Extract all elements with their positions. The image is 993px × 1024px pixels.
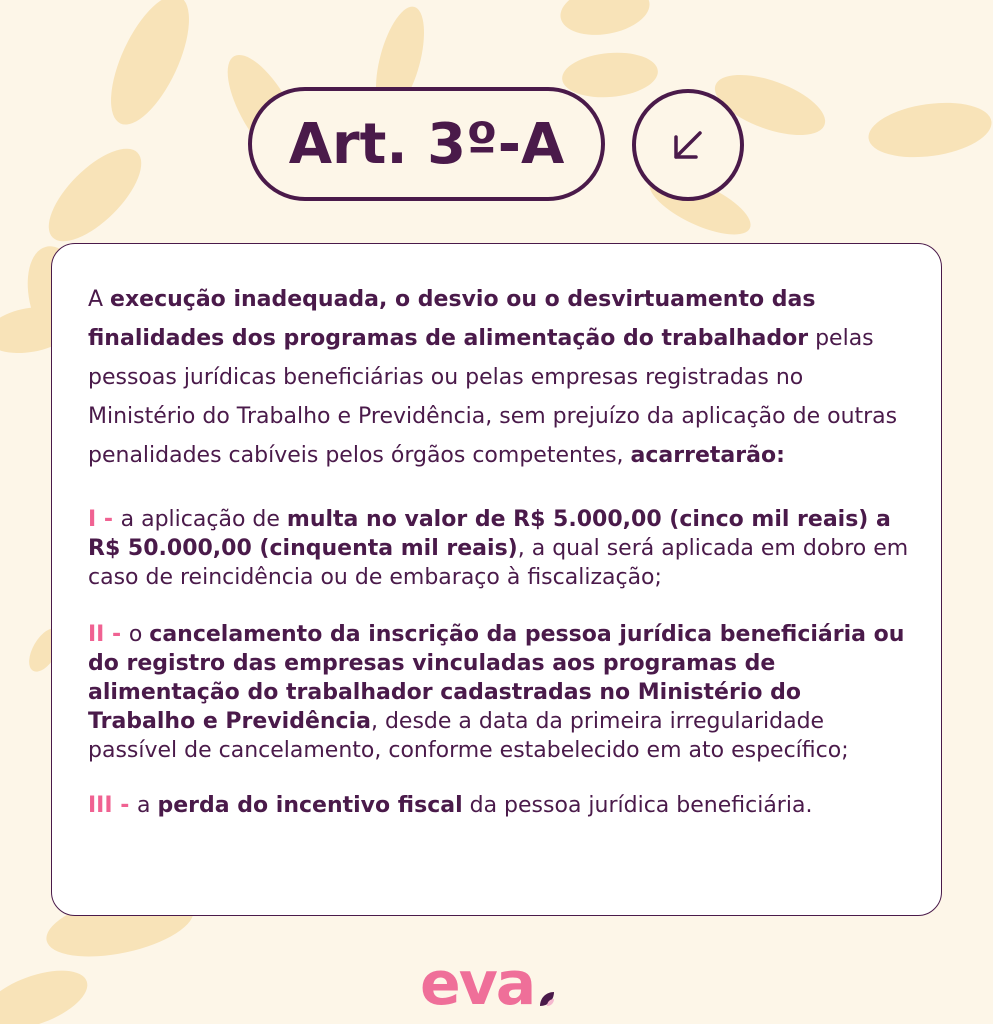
leaf-shape — [95, 0, 205, 135]
leaf-shape — [865, 96, 993, 165]
article-intro — [88, 280, 910, 475]
item-text: , a qual será aplicada em dobro em caso de reincidência ou de embaraço à fiscalização; — [88, 536, 909, 590]
item-text: a aplicação de — [120, 507, 287, 532]
logo-leaf-icon — [538, 990, 556, 1008]
item-text: da pessoa jurídica beneficiária. — [462, 793, 813, 818]
article-item-3 — [88, 791, 910, 820]
article-body — [88, 280, 910, 820]
intro-text-1: A — [88, 287, 111, 312]
eva-logo — [420, 944, 580, 1019]
article-card — [51, 243, 942, 916]
item-bold: perda do incentivo fiscal — [157, 793, 463, 818]
leaf-shape — [557, 0, 654, 41]
intro-text-2: pelas pessoas jurídicas beneficiárias ou pelas empresas registradas no Ministério do Trabalho e Previdência, sem prejuízo da aplicação de outras penalidades cabíveis pelos órgãos competentes, — [88, 326, 898, 468]
article-title: Art. 3º-A — [288, 111, 565, 177]
arrow-badge — [632, 89, 744, 201]
item-text: a — [137, 793, 158, 818]
article-title-badge — [248, 87, 605, 201]
item-numeral: II - — [88, 622, 129, 647]
item-text: , desde a data da primeira irregularidade passível de cancelamento, conforme estabelecido em ato específico; — [88, 709, 849, 763]
article-item-1 — [88, 505, 910, 592]
article-item-2 — [88, 620, 910, 765]
arrow-down-left-icon — [666, 123, 710, 167]
item-bold: multa no valor de R$ 5.000,00 (cinco mil reais) a R$ 50.000,00 (cinquenta mil reais) — [88, 507, 891, 561]
logo-text: eva — [420, 949, 535, 1019]
item-numeral: I - — [88, 507, 121, 532]
leaf-shape — [34, 134, 156, 256]
item-bold: cancelamento da inscrição da pessoa jurídica beneficiária ou do registro das empresas vinculadas aos programas de alimentação do trabalhador cadastradas no Ministério do Trabalho e Previdência — [88, 622, 905, 734]
intro-bold-1: execução inadequada, o desvio ou o desvirtuamento das finalidades dos programas de alimentação do trabalhador — [88, 287, 816, 351]
item-numeral: III - — [88, 793, 138, 818]
item-text: o — [128, 622, 150, 647]
intro-bold-2: acarretarão: — [630, 443, 785, 468]
leaf-shape — [0, 959, 95, 1024]
